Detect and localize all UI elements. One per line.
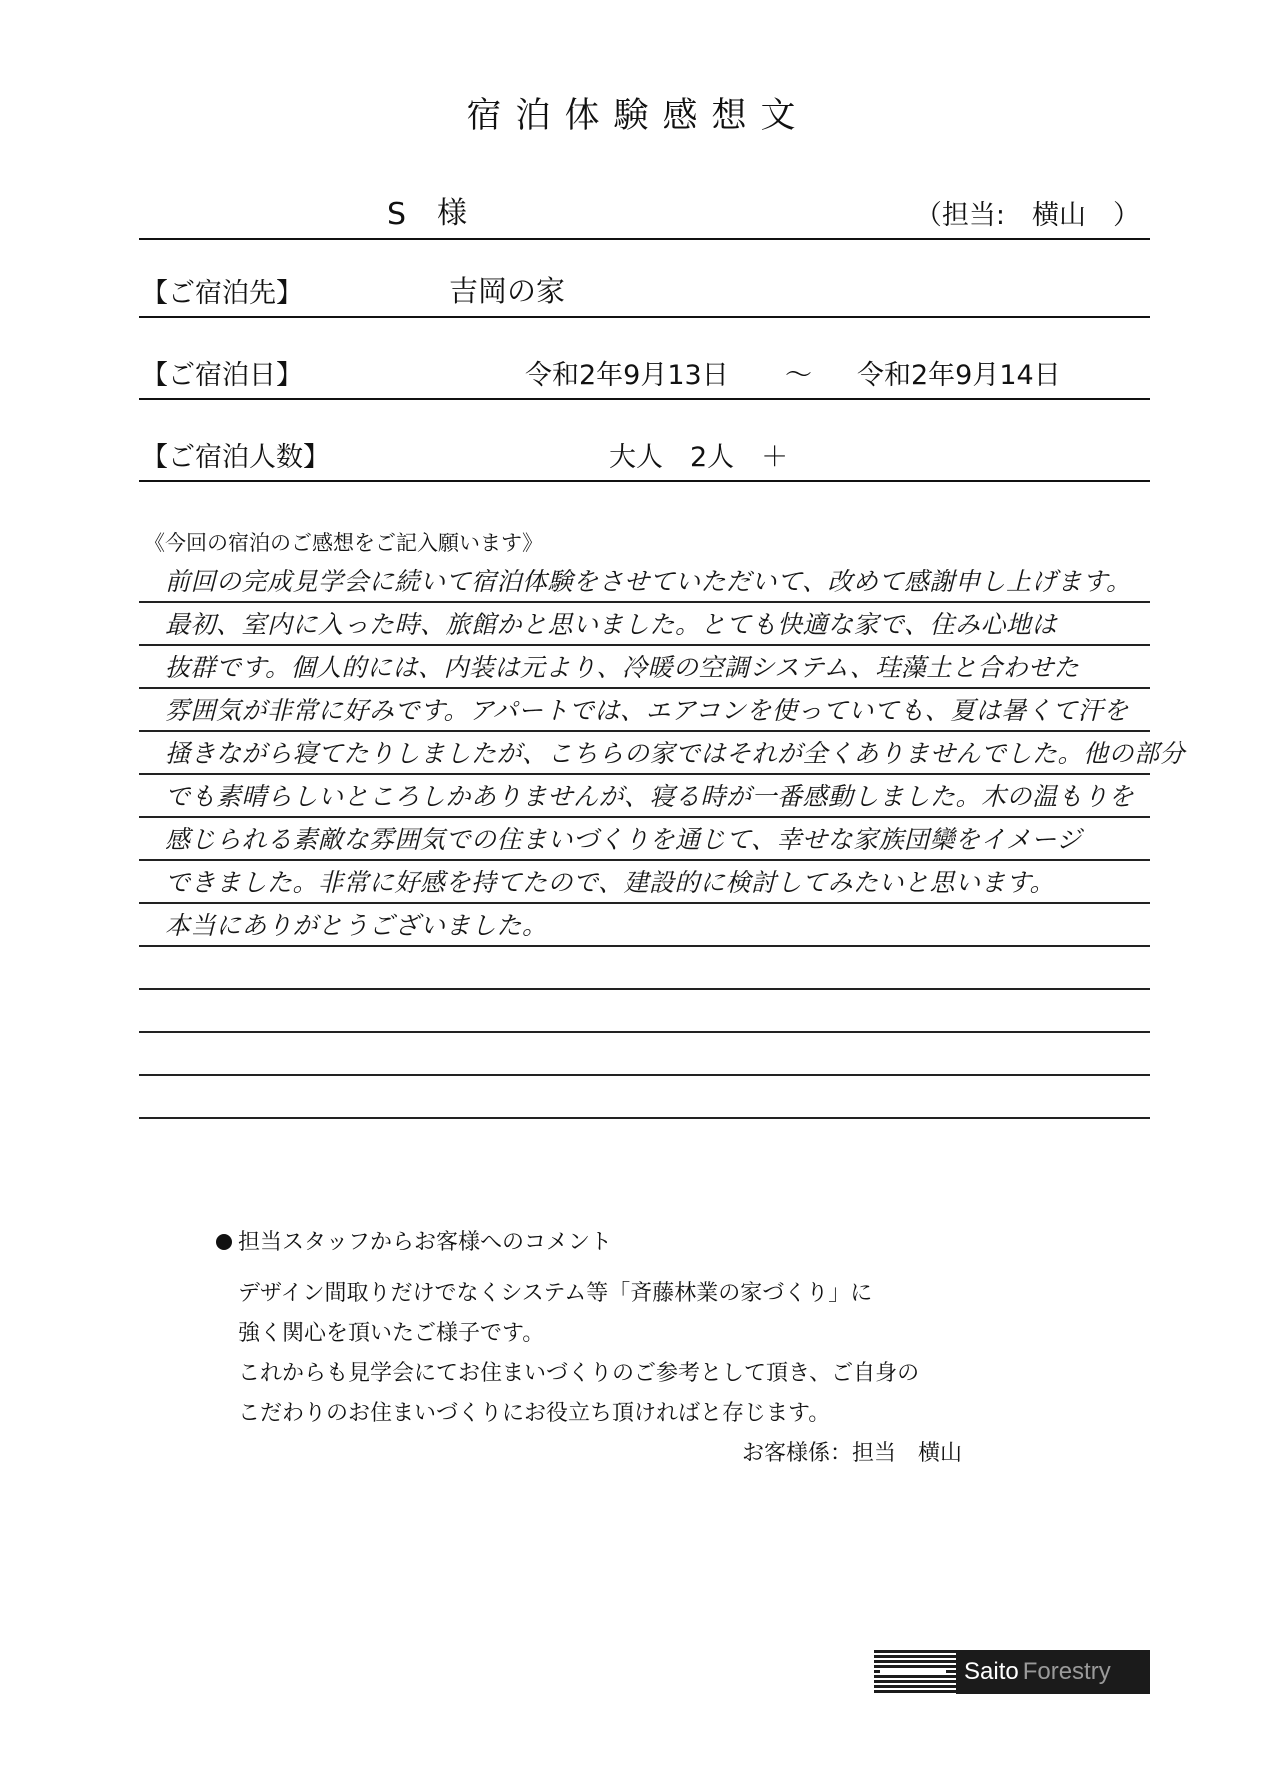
stay-place-row — [139, 268, 1150, 318]
feedback-text: 前回の完成見学会に続いて宿泊体験をさせていただいて、改めて感謝申し上げます。 — [165, 567, 1132, 596]
staff-comment-line: デザイン間取りだけでなくシステム等「斉藤林業の家づくり」に — [238, 1281, 873, 1306]
staff-comment — [216, 1225, 962, 1474]
feedback-text: 最初、室内に入った時、旅館かと思いました。とても快適な家で、住み心地は — [165, 610, 1058, 639]
guest-honorific: 様 — [437, 196, 467, 231]
page-title: 宿泊体験感想文 — [466, 96, 810, 136]
guest-row — [139, 190, 1150, 240]
stay-date-label: 【ご宿泊日】 — [141, 360, 303, 391]
bullet-icon — [216, 1234, 232, 1250]
staff-comment-heading — [216, 1225, 962, 1256]
staff-comment-line: こだわりのお住まいづくりにお役立ち頂ければと存じます。 — [238, 1401, 831, 1426]
feedback-line — [139, 990, 1150, 1033]
feedback-line — [139, 646, 1150, 689]
feedback-line — [139, 904, 1150, 947]
company-logo — [874, 1650, 1150, 1694]
stay-date-from: 令和2年9月13日 — [525, 360, 729, 391]
guest-name: S — [387, 197, 407, 232]
feedback-line — [139, 775, 1150, 818]
logo-word-forestry: Forestry — [1022, 1658, 1111, 1685]
feedback-line — [139, 947, 1150, 990]
logo-bars-icon — [874, 1650, 956, 1694]
feedback-line — [139, 603, 1150, 646]
feedback-text: 抜群です。個人的には、内装は元より、冷暖の空調システム、珪藻土と合わせた — [165, 653, 1080, 682]
stay-date-row — [139, 350, 1150, 400]
feedback-line — [139, 732, 1186, 775]
stay-date-to: 令和2年9月14日 — [857, 360, 1061, 391]
staff-comment-line: 強く関心を頂いたご様子です。 — [238, 1321, 545, 1346]
feedback-text: 掻きながら寝てたりしましたが、こちらの家ではそれが全くありませんでした。他の部分 — [165, 739, 1186, 768]
staff-signature: お客様係：担当 横山 — [742, 1441, 963, 1466]
guest-count-row — [139, 432, 1150, 482]
logo-wordmark — [956, 1650, 1150, 1694]
staff-comment-heading-text: 担当スタッフからお客様へのコメント — [238, 1230, 613, 1255]
guest-count-label: 【ご宿泊人数】 — [141, 442, 330, 473]
feedback-text: でも素晴らしいところしかありませんが、寝る時が一番感動しました。木の温もりを — [165, 782, 1135, 811]
staff-in-charge: （担当: 横山 ） — [914, 200, 1140, 231]
stay-place-label: 【ご宿泊先】 — [141, 278, 303, 309]
feedback-text: できました。非常に好感を持てたので、建設的に検討してみたいと思います。 — [165, 868, 1056, 897]
feedback-line — [139, 560, 1150, 603]
feedback-text: 感じられる素敵な雰囲気での住まいづくりを通じて、幸せな家族団欒をイメージ — [165, 825, 1082, 854]
feedback-text: 雰囲気が非常に好みです。アパートでは、エアコンを使っていても、夏は暑くて汗を — [165, 696, 1129, 725]
staff-comment-line: これからも見学会にてお住まいづくりのご参考として頂き、ご自身の — [238, 1361, 920, 1386]
logo-word-saito: Saito — [964, 1658, 1019, 1685]
feedback-line — [139, 689, 1150, 732]
handwritten-feedback — [139, 560, 1186, 1119]
feedback-text: 本当にありがとうございました。 — [165, 911, 548, 940]
feedback-line — [139, 1033, 1150, 1076]
feedback-line — [139, 818, 1150, 861]
guest-count-value: 大人 2人 ＋ — [609, 442, 789, 473]
feedback-prompt: 《今回の宿泊のご感想をご記入願います》 — [144, 531, 543, 555]
stay-date-separator: ～ — [785, 360, 812, 391]
feedback-line — [139, 1076, 1150, 1119]
stay-place-value: 吉岡の家 — [449, 274, 566, 308]
feedback-line — [139, 861, 1150, 904]
